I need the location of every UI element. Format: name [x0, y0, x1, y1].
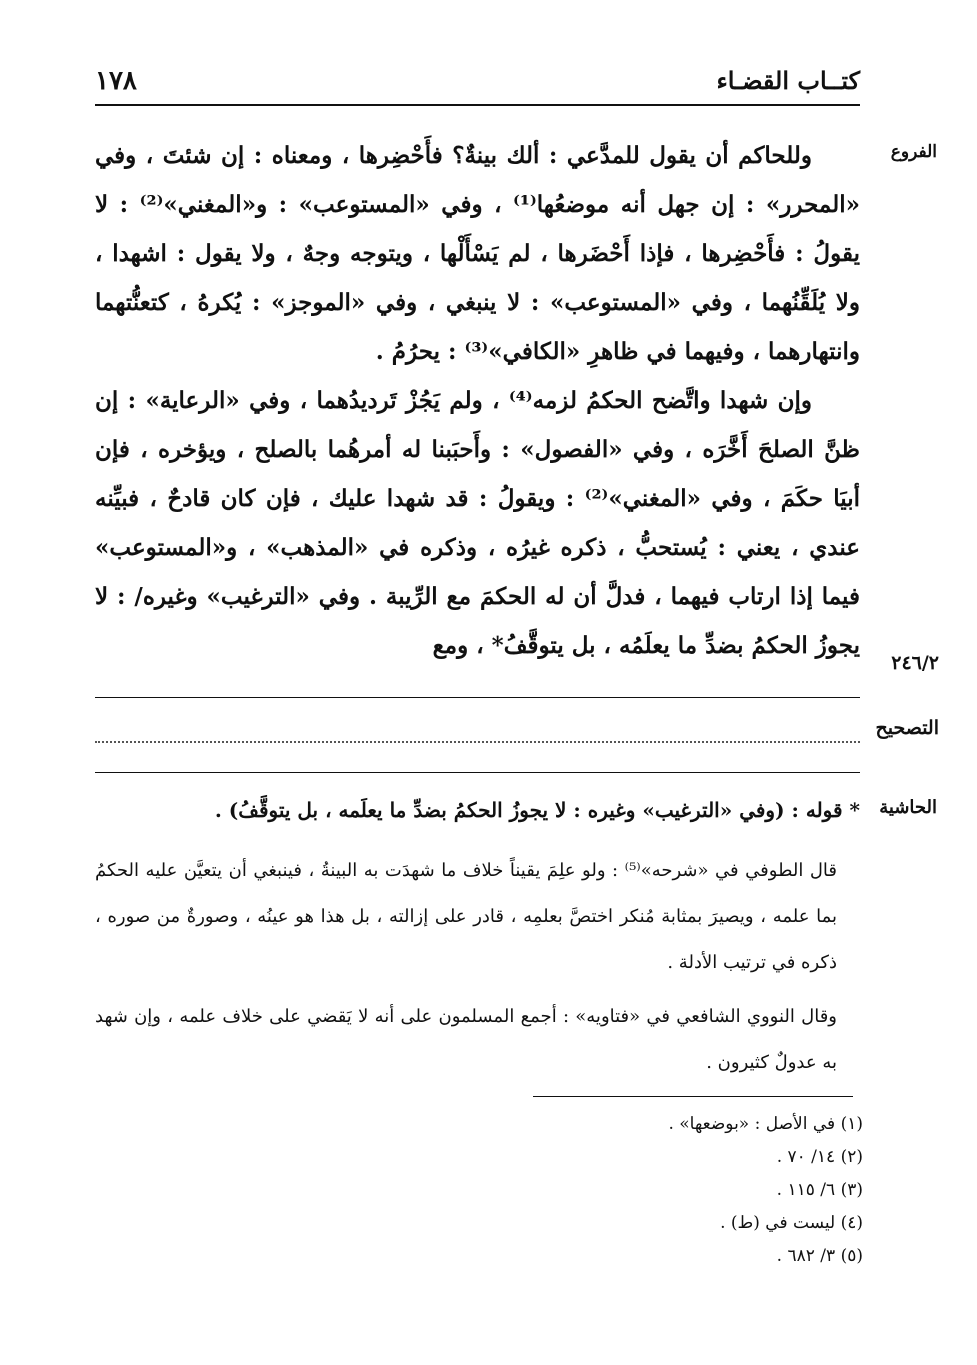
tashih-dotted-line — [95, 741, 860, 743]
footnote-divider — [533, 1096, 853, 1097]
header-divider — [95, 104, 860, 106]
hashiya-paragraph: قال الطوفي في «شرحه»⁽⁵⁾ : ولو علِمَ يقيناً خلاف ما شهدَت به البينةُ ، فينبغي أن يتعيَّن عليه الحكمُ بما علمه ، ويصيرَ بمثابة مُنكر اختصَّ بعلمِه ، قادر على إزالته ، بل هذا هو عينُه ، وصورةٌ من صوره ، ذكره في ترتيب الأدلة . — [95, 860, 838, 973]
hashiya-body — [95, 848, 837, 1094]
label-furu: الفروع — [890, 142, 937, 162]
footnote: (٤) ليست في (ط) . — [720, 1213, 863, 1233]
footnote: (٣) ٦/ ١١٥ . — [776, 1180, 863, 1200]
main-paragraph: وللحاكم أن يقول للمدَّعي : ألك بينةٌ؟ فأَحْضِرها ، ومعناه : إن شئتَ ، وفي «المحرر» : إن جهل أنه موضعُها⁽¹⁾ ، وفي «المستوعب» : و«المغني»⁽²⁾ : لا يقولُ : فأَحْضِرها ، فإذا أَحْضَرها ، لم يَسْأَلْها ، ويتوجه وجهٌ ، ولا يقول : اشهدا ، ولا يُلَقِّنُهما ، وفي «المستوعب» : لا ينبغي ، وفي «الموجز» : يُكرهُ ، كتعنُّتهما وانتهارهما ، وفيهما في ظاهرِ «الكافي»⁽³⁾ : يحرُمُ . — [95, 142, 860, 365]
footnotes — [95, 1108, 863, 1273]
section-divider — [95, 772, 860, 773]
footnote: (١) في الأصل : «بوضعها» . — [668, 1114, 863, 1134]
page-reference: ٢٤٦/٢ — [891, 652, 939, 674]
main-text — [95, 131, 860, 670]
page-number: ١٧٨ — [95, 66, 137, 96]
hashiya-heading: * قوله : (وفي «الترغيب» وغيره : لا يجوزُ الحكمُ بضدِّ ما يعلَمه ، بل يتوقَّفُ) . — [214, 798, 860, 822]
page-header — [95, 66, 860, 100]
footnote: (٥) ٣/ ٦٨٢ . — [776, 1246, 863, 1266]
main-paragraph: وإن شهدا واتَّضح الحكمُ لزمه⁽⁴⁾ ، ولم يَجُزْ تَرديدُهما ، وفي «الرعاية» : إن ظنَّ الصلحَ أَخَّرَه ، وفي «الفصول» : وأَحبَبنا له أمرهُما بالصلح ، ويؤخره ، فإن أبيَا حكَمَ ، وفي «المغني»⁽²⁾ : ويقولُ : قد شهدا عليك ، فإن كان قادحٌ ، فبيِّنه عندي ، يعني : يُستحبُّ ، ذكره غيرُه ، وذكره في «المذهب» ، و«المستوعب» فيما إذا ارتاب فيهما ، فدلَّ أن له الحكمَ مع الرِّيبة . وفي «الترغيب» وغيره/ : لا يجوزُ الحكمُ بضدِّ ما يعلَمُه ، بل يتوقَّفُ* ، ومع — [95, 387, 861, 659]
running-title: كتــاب القضـاء — [716, 66, 860, 95]
footnote: (٢) ١٤/ ٧٠ . — [776, 1147, 863, 1167]
section-divider — [95, 697, 860, 698]
label-tashih: التصحيح — [875, 717, 939, 739]
label-hashiya: الحاشية — [879, 797, 937, 818]
hashiya-paragraph: وقال النووي الشافعي في «فتاويه» : أجمع المسلمون على أنه لا يَقضي على خلاف علمه ، وإن شهد به عدولٌ كثيرون . — [95, 1006, 837, 1073]
